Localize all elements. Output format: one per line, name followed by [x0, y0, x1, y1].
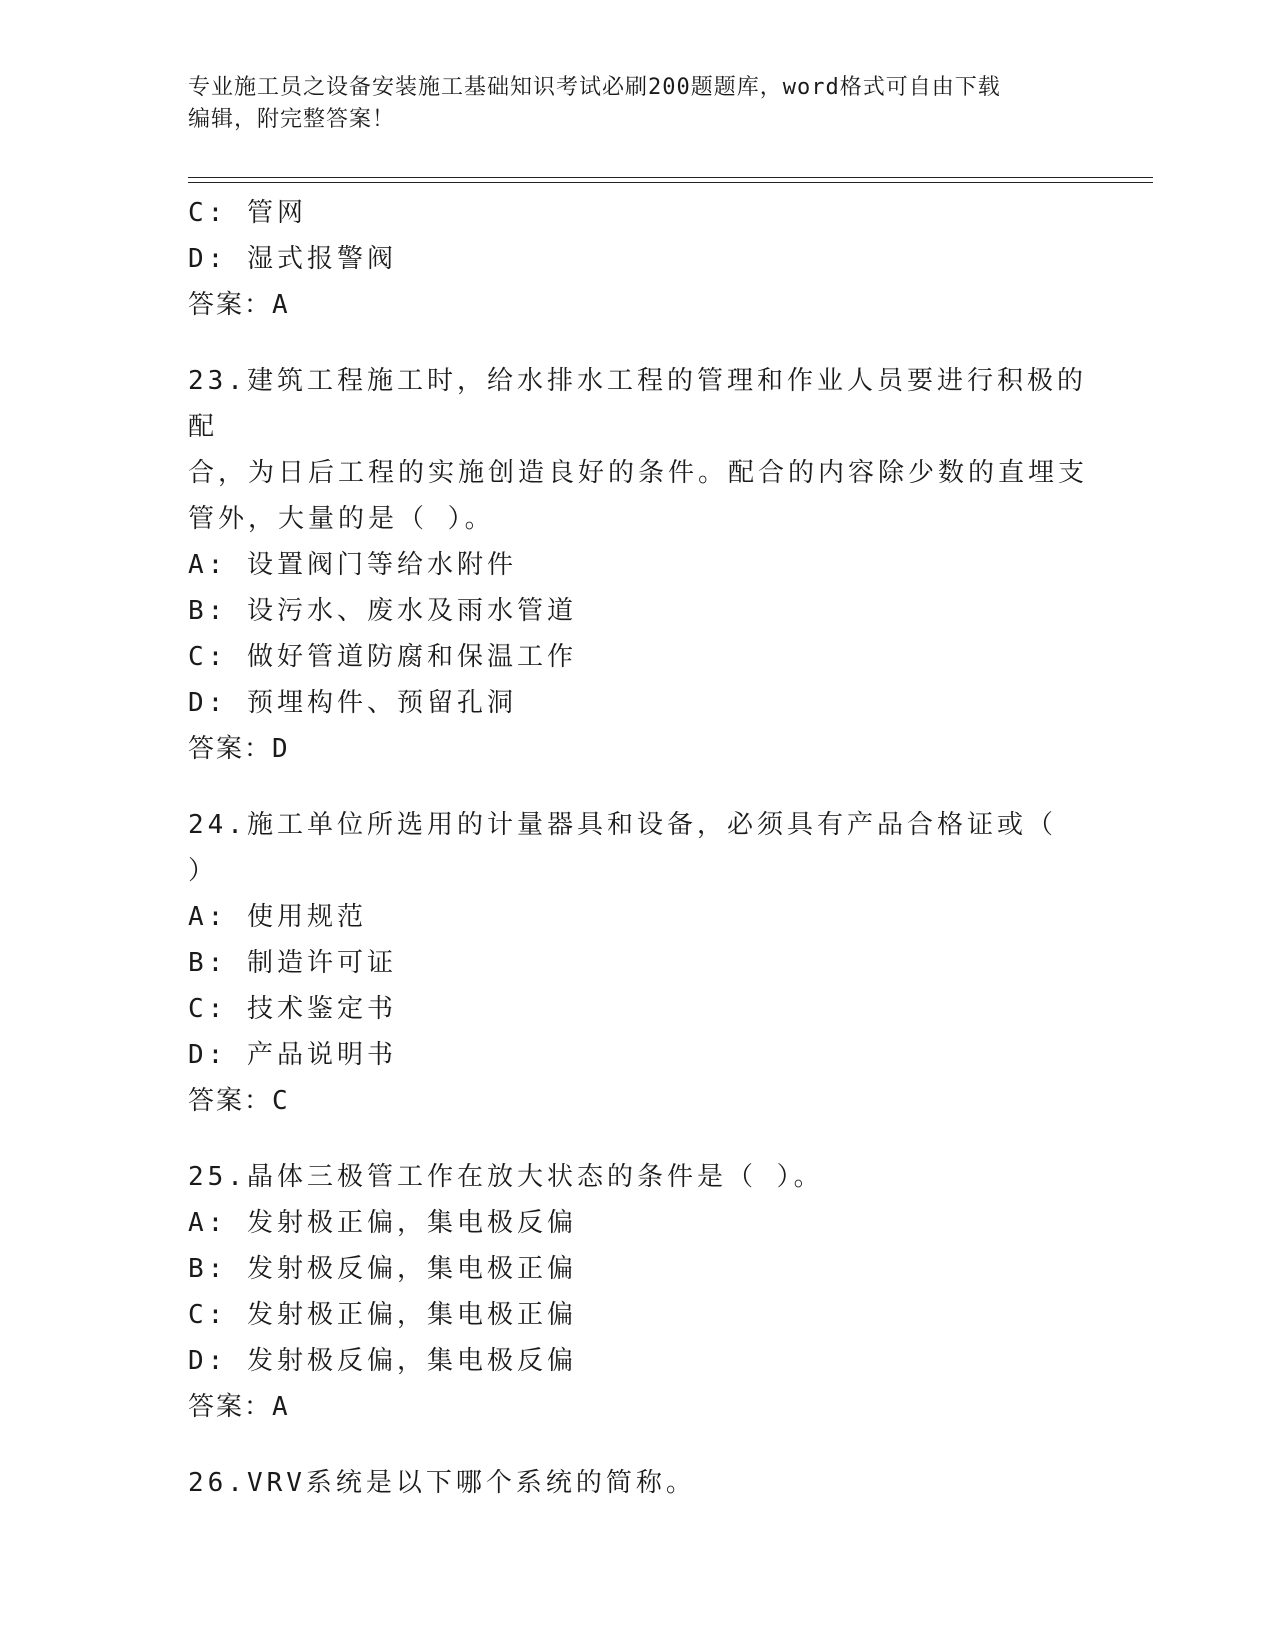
option-line — [188, 940, 1088, 986]
option-text: 技术鉴定书 — [246, 994, 397, 1024]
option-label: B: — [188, 1254, 228, 1284]
question-22-tail — [188, 190, 1088, 328]
option-label: A: — [188, 902, 228, 932]
header-divider-top — [188, 177, 1153, 178]
header-divider-bottom — [188, 182, 1153, 183]
question-25 — [188, 1154, 1088, 1430]
answer-line — [188, 1078, 1088, 1124]
answer-label: 答案： — [188, 1086, 273, 1116]
answer-label: 答案： — [188, 1392, 273, 1422]
answer-value: C — [272, 1086, 289, 1116]
answer-value: A — [272, 1392, 289, 1422]
answer-line — [188, 282, 1088, 328]
option-line — [188, 634, 1088, 680]
question-stem-line: 管外，大量的是（ ）。 — [188, 504, 495, 534]
question-24 — [188, 802, 1088, 1124]
option-label: D: — [188, 244, 228, 274]
answer-value: D — [272, 734, 289, 764]
option-text: 发射极反偏，集电极正偏 — [246, 1254, 577, 1284]
question-23 — [188, 358, 1088, 772]
question-stem-line: 23.建筑工程施工时，给水排水工程的管理和作业人员要进行积极的配 — [188, 366, 1087, 442]
option-text: 湿式报警阀 — [246, 244, 397, 274]
option-label: A: — [188, 1208, 228, 1238]
option-label: C: — [188, 994, 228, 1024]
option-label: C: — [188, 198, 228, 228]
option-label: B: — [188, 948, 228, 978]
option-line — [188, 1246, 1088, 1292]
option-text: 做好管道防腐和保温工作 — [246, 642, 577, 672]
answer-label: 答案： — [188, 290, 273, 320]
question-26 — [188, 1460, 1088, 1506]
question-stem-line: 24.施工单位所选用的计量器具和设备，必须具有产品合格证或（ ） — [188, 810, 1057, 886]
question-stem-line: 26.VRV系统是以下哪个系统的简称。 — [188, 1468, 696, 1498]
option-text: 管网 — [246, 198, 307, 228]
option-label: D: — [188, 688, 228, 718]
answer-line — [188, 726, 1088, 772]
option-label: C: — [188, 642, 228, 672]
option-label: B: — [188, 596, 228, 626]
option-text: 发射极正偏，集电极反偏 — [246, 1208, 577, 1238]
option-text: 设置阀门等给水附件 — [246, 550, 517, 580]
option-line — [188, 894, 1088, 940]
option-text: 发射极正偏，集电极正偏 — [246, 1300, 577, 1330]
answer-label: 答案： — [188, 734, 273, 764]
option-line — [188, 190, 1088, 236]
option-line — [188, 542, 1088, 588]
option-line — [188, 680, 1088, 726]
question-stem-line: 合，为日后工程的实施创造良好的条件。配合的内容除少数的直埋支 — [188, 458, 1089, 488]
question-stem-line: 25.晶体三极管工作在放大状态的条件是（ ）。 — [188, 1162, 824, 1192]
option-label: D: — [188, 1346, 228, 1376]
option-label: A: — [188, 550, 228, 580]
option-label: D: — [188, 1040, 228, 1070]
option-text: 产品说明书 — [246, 1040, 397, 1070]
option-text: 设污水、废水及雨水管道 — [246, 596, 577, 626]
option-line — [188, 1338, 1088, 1384]
header-line-1: 专业施工员之设备安装施工基础知识考试必刷200题题库，word格式可自由下载 — [188, 75, 1001, 100]
option-line — [188, 1032, 1088, 1078]
option-line — [188, 1200, 1088, 1246]
option-line — [188, 236, 1088, 282]
option-label: C: — [188, 1300, 228, 1330]
document-header — [188, 72, 1088, 136]
option-text: 制造许可证 — [246, 948, 397, 978]
option-text: 发射极反偏，集电极反偏 — [246, 1346, 577, 1376]
answer-value: A — [272, 290, 289, 320]
header-line-2: 编辑，附完整答案！ — [188, 107, 396, 132]
answer-line — [188, 1384, 1088, 1430]
option-line — [188, 986, 1088, 1032]
document-body — [188, 190, 1088, 1506]
option-line — [188, 588, 1088, 634]
option-text: 预埋构件、预留孔洞 — [246, 688, 517, 718]
option-line — [188, 1292, 1088, 1338]
option-text: 使用规范 — [246, 902, 367, 932]
